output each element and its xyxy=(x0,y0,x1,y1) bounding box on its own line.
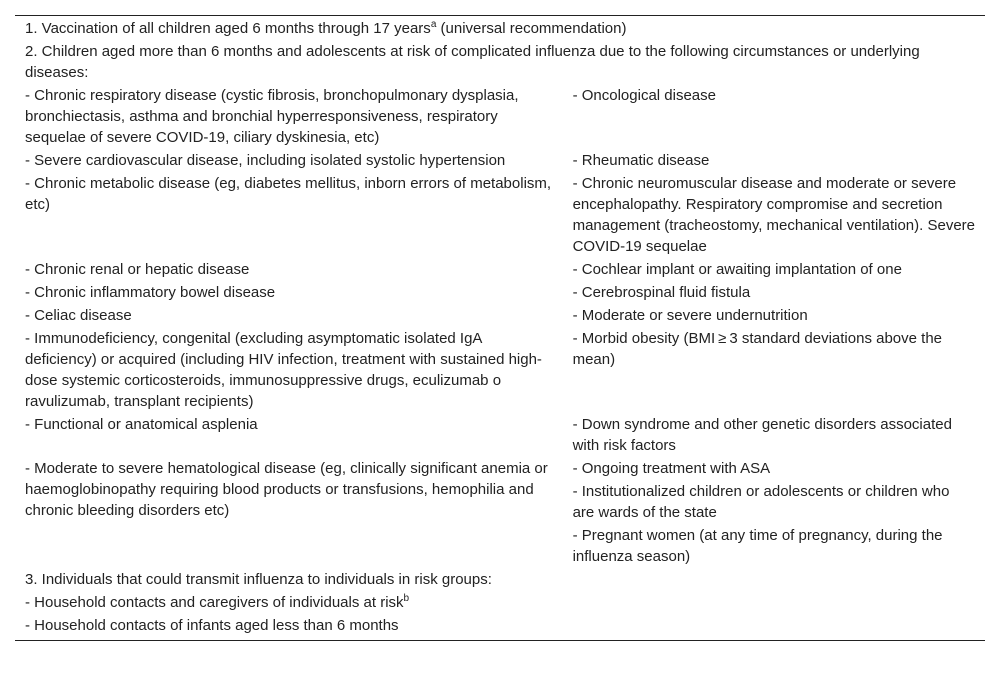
risk-left-cell: - Functional or anatomical asplenia xyxy=(25,416,258,433)
section-2-heading-row xyxy=(15,40,985,84)
risk-right-cell: - Ongoing treatment with ASA xyxy=(572,460,771,477)
risk-row xyxy=(15,413,985,457)
risk-right-cell: - Pregnant women (at any time of pregnancy, during the influenza season) xyxy=(572,527,943,565)
transmit-item-text: - Household contacts and caregivers of individuals at risk xyxy=(25,594,404,611)
risk-row xyxy=(15,258,985,281)
risk-left-cell: - Chronic metabolic disease (eg, diabetes mellitus, inborn errors of metabolism, etc) xyxy=(25,175,552,213)
risk-right-cell: - Institutionalized children or adolescents or children who are wards of the state xyxy=(572,483,950,521)
risk-right-cell: - Chronic neuromuscular disease and moderate or severe encephalopathy. Respiratory compromise and secretion management (tracheostomy, mechanical ventilation). Severe COVID-19 sequelae xyxy=(572,175,975,255)
risk-row xyxy=(15,149,985,172)
risk-left-cell: - Chronic respiratory disease (cystic fibrosis, bronchopulmonary dysplasia, bronchiectasis, asthma and bronchial hyperresponsiveness, respiratory sequelae of severe COVID-19, ciliary dyskinesia, etc) xyxy=(25,87,519,146)
footnote-b-marker: b xyxy=(403,593,410,604)
risk-left-cell: - Moderate to severe hematological disease (eg, clinically significant anemia or haemoglobinopathy requiring blood products or transfusions, hemophilia and chronic bleeding disorders etc) xyxy=(25,460,548,519)
risk-row xyxy=(15,457,985,480)
transmit-item xyxy=(15,591,985,614)
transmit-row xyxy=(15,591,985,614)
risk-right-cell: - Morbid obesity (BMI ≥ 3 standard deviations above the mean) xyxy=(572,330,943,368)
section-3-heading-row xyxy=(15,568,985,591)
transmit-row xyxy=(15,614,985,641)
risk-right-cell: - Moderate or severe undernutrition xyxy=(572,307,808,324)
transmit-item: - Household contacts of infants aged less than 6 months xyxy=(25,617,399,634)
risk-right-cell: - Cochlear implant or awaiting implantation of one xyxy=(572,261,902,278)
risk-left-cell: - Chronic inflammatory bowel disease xyxy=(25,284,276,301)
section-3-heading: 3. Individuals that could transmit influenza to individuals in risk groups: xyxy=(25,571,492,588)
section-1-suffix: (universal recommendation) xyxy=(436,20,627,37)
risk-row xyxy=(15,281,985,304)
risk-right-cell: - Down syndrome and other genetic disorders associated with risk factors xyxy=(572,416,952,454)
risk-left-cell: - Severe cardiovascular disease, including isolated systolic hypertension xyxy=(25,152,506,169)
risk-right-cell: - Cerebrospinal fluid fistula xyxy=(572,284,751,301)
section-1-row xyxy=(15,16,985,41)
risk-row xyxy=(15,304,985,327)
section-2-heading: 2. Children aged more than 6 months and adolescents at risk of complicated influenza due to the following circumstances or underlying diseases: xyxy=(25,43,920,81)
footnote-a-marker: a xyxy=(430,19,437,30)
risk-left-cell: - Celiac disease xyxy=(25,307,132,324)
risk-row xyxy=(15,84,985,149)
risk-row xyxy=(15,172,985,258)
risk-left-cell: - Immunodeficiency, congenital (excluding asymptomatic isolated IgA deficiency) or acquired (including HIV infection, treatment with sustained high-dose systemic corticosteroids, immunosuppressive drugs, eculizumab o ravulizumab, transplant recipients) xyxy=(25,330,542,410)
risk-left-cell: - Chronic renal or hepatic disease xyxy=(25,261,250,278)
risk-right-cell: - Oncological disease xyxy=(572,87,716,104)
section-1-main: 1. Vaccination of all children aged 6 months through 17 years xyxy=(25,20,431,37)
risk-row xyxy=(15,327,985,413)
influenza-vaccination-table xyxy=(15,15,985,641)
risk-right-cell: - Rheumatic disease xyxy=(572,152,710,169)
section-1-text xyxy=(15,16,985,41)
